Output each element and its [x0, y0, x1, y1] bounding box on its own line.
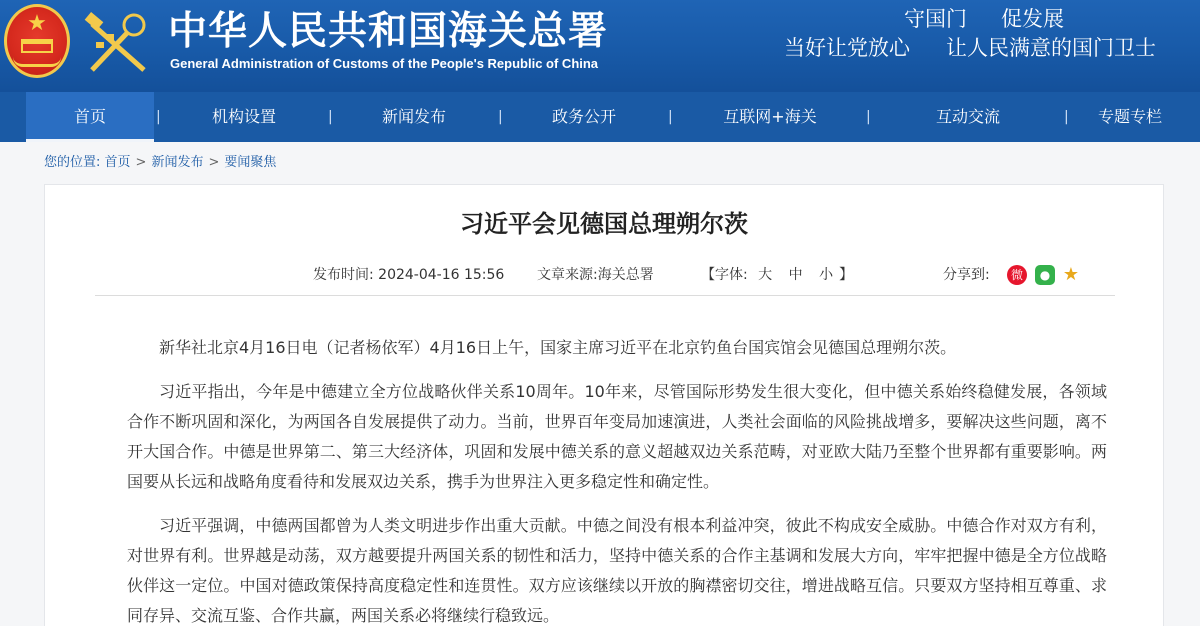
nav-separator: | — [498, 109, 503, 125]
qzone-icon[interactable]: ★ — [1062, 264, 1080, 285]
nav-separator: | — [668, 109, 673, 125]
breadcrumb-item-news[interactable]: 新闻发布 — [151, 155, 204, 170]
breadcrumb-separator: > — [135, 155, 147, 170]
site-title-english: General Administration of Customs of the People's Republic of China — [170, 56, 599, 71]
nav-item-organization[interactable]: 机构设置 — [211, 107, 276, 126]
article-panel — [44, 184, 1164, 626]
wechat-icon[interactable]: ● — [1035, 265, 1055, 285]
article-body — [127, 333, 1107, 626]
nav-separator: | — [1064, 109, 1069, 125]
publish-time: 发布时间: 2024-04-16 15:56 — [313, 267, 505, 283]
breadcrumb-prefix: 您的位置: — [44, 155, 101, 170]
nav-separator: | — [866, 109, 871, 125]
nav-separator: | — [156, 109, 161, 125]
share-label: 分享到: — [943, 267, 990, 283]
nav-item-special-topics[interactable]: 专题专栏 — [1097, 107, 1162, 126]
breadcrumb-item-focus[interactable]: 要闻聚焦 — [224, 155, 277, 170]
customs-emblem-icon — [84, 10, 154, 76]
slogan-line-2: 当好让党放心 让人民满意的国门卫士 — [784, 36, 1156, 60]
font-size-switcher: 【字体: 大 中 小 】 — [701, 267, 854, 283]
paragraph: 习近平强调，中德两国都曾为人类文明进步作出重大贡献。中德之间没有根本利益冲突，彼此不构成安全威胁。中德合作对双方有利，对世界有利。世界越是动荡，双方越要提升两国关系的韧性和活力，坚持中德关系的合作主基调和发展大方向，牢牢把握中德是全方位战略伙伴这一定位。中国对德政策保持高度稳定性和连贯性。双方应该继续以开放的胸襟密切交往，增进战略互信。只要双方坚持相互尊重、求同存异、交流互鉴、合作共赢，两国关系必将继续行稳致远。 — [127, 516, 1107, 625]
nav-item-interaction[interactable]: 互动交流 — [935, 107, 1000, 126]
weibo-icon[interactable]: 微 — [1007, 265, 1027, 285]
nav-separator: | — [328, 109, 333, 125]
nav-item-news[interactable]: 新闻发布 — [381, 107, 446, 126]
font-medium-button[interactable]: 中 — [788, 267, 803, 283]
site-header — [0, 0, 1200, 92]
national-emblem-icon: ★ — [4, 4, 70, 78]
slogan-line-1: 守国门 促发展 — [904, 7, 1064, 31]
paragraph: 习近平指出，今年是中德建立全方位战略伙伴关系10周年。10年来，尽管国际形势发生很大变化，但中德关系始终稳健发展，各领域合作不断巩固和深化，为两国各自发展提供了动力。当前，世界百年变局加速演进，人类社会面临的风险挑战增多，要解决这些问题，离不开大国合作。中德是世界第二、第三大经济体，巩固和发展中德关系的意义超越双边关系范畴，对亚欧大陆乃至整个世界都有重要影响。两国要从长远和战略角度看待和发展双边关系，携手为世界注入更多稳定性和确定性。 — [127, 382, 1107, 491]
breadcrumb — [44, 154, 276, 172]
article-title: 习近平会见德国总理朔尔茨 — [460, 210, 748, 238]
font-small-button[interactable]: 小 — [819, 267, 834, 283]
breadcrumb-separator: > — [208, 155, 220, 170]
main-nav — [0, 92, 1200, 142]
paragraph: 新华社北京4月16日电（记者杨依军）4月16日上午，国家主席习近平在北京钓鱼台国宾馆会见德国总理朔尔茨。 — [159, 338, 957, 357]
nav-item-internet-customs[interactable]: 互联网+海关 — [723, 107, 817, 126]
article-source: 文章来源:海关总署 — [537, 267, 654, 283]
nav-item-home[interactable]: 首页 — [26, 92, 154, 142]
nav-item-government-affairs[interactable]: 政务公开 — [551, 107, 616, 126]
site-title: 中华人民共和国海关总署 — [168, 8, 609, 54]
breadcrumb-item-home[interactable]: 首页 — [104, 155, 131, 170]
font-large-button[interactable]: 大 — [758, 267, 773, 283]
divider — [95, 295, 1115, 296]
